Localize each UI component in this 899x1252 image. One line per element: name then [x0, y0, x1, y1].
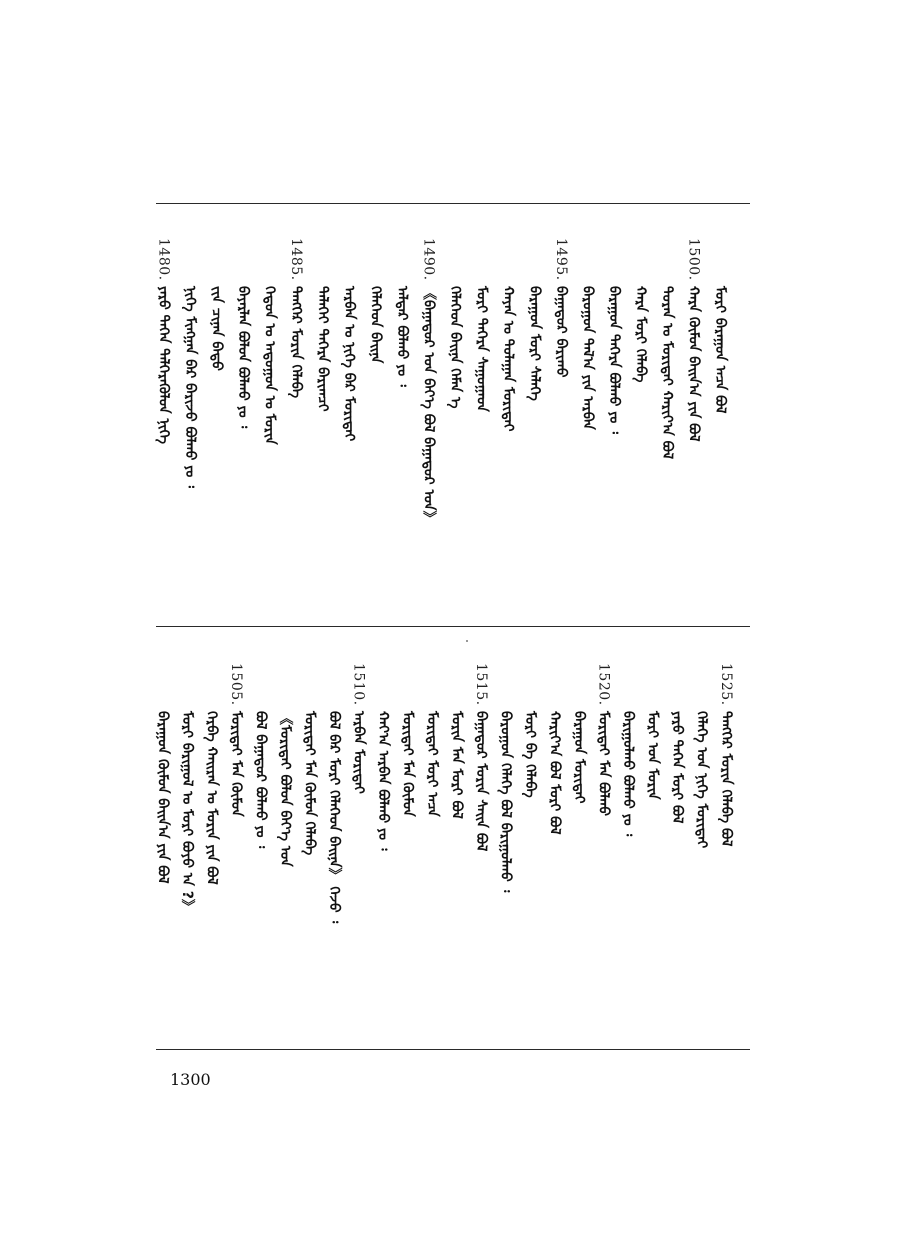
bottom-verse-block — [150, 663, 738, 993]
verse-column — [469, 663, 494, 993]
verse-line: ᠮᠣᠷᠢ ᠪᠠᠷᠠᠭᠤᠨ ᠠᠴᠠ ᠪᠣᠯ — [711, 286, 728, 414]
verse-column — [495, 238, 522, 568]
verse-line: ᠪᠠᠷᠤᠭᠤᠨ ᠬᠡᠯᠡᠭᠡ ᠪᠣᠯ ᠪᠠᠷᠢᠭᠤᠯᠬᠤ ᠄ — [497, 711, 514, 893]
verse-line: ᠪᠠᠷᠠᠭᠤᠨ ᠬᠦᠮᠦᠨ ᠪᠠᠢᠨ᠎ᠠ ᠶᠢᠨ ᠪᠣᠯ — [154, 711, 171, 884]
verse-line: ᠮᠣᠷᠢ ᠪᠠᠷᠢᠭᠤᠯ ᠤ ᠮᠣᠷᠢ ᠪᠤᠶᠤ ᠠ ?》 — [178, 711, 195, 913]
middle-rule — [156, 626, 750, 627]
verse-column — [362, 238, 389, 568]
verse-column — [548, 238, 575, 568]
verse-line: ᠠᠯᠳᠠᠷ ᠪᠣᠯᠬᠤ ᠶᠤ ᠄ — [393, 286, 410, 387]
stray-dot — [466, 640, 468, 642]
verse-column — [542, 663, 567, 993]
verse-line: ᠳᠤᠷᠠᠨ ᠤ ᠮᠣᠷᠢᠲᠠᠢ ᠬᠠᠷᠢᠶ᠎ᠠ ᠪᠣᠯ — [658, 286, 675, 460]
verse-column — [175, 663, 200, 993]
verse-column — [389, 238, 416, 568]
verse-line: ᠪᠠᠷᠢᠭᠤᠯᠬᠤ ᠪᠣᠯᠬᠤ ᠶᠤ ᠄ — [619, 711, 636, 837]
verse-line: ᠪᠣᠯ ᠪᠠᠷ ᠮᠣᠷᠢ ᠬᠡᠯᠡᠭᠡᠳ ᠪᠠᠢᠨᠠ》 ᠭᠡᠵᠦ ᠄ — [325, 711, 342, 924]
verse-column — [297, 663, 322, 993]
verse-line: ᠮᠣᠷᠢᠲᠠᠢ ᠮᠣᠷᠢ ᠠᠴᠠ — [423, 711, 440, 817]
verse-column — [346, 663, 371, 993]
verse-line: ᠪᠣᠯ ᠪᠠᠭᠠᠳᠤᠷ ᠪᠣᠯᠬᠤ ᠶᠤ ᠄ — [252, 711, 269, 849]
verse-line: ᠲᠡᠩᠭᠡᠷ ᠮᠣᠷᠢᠨ ᠬᠡᠯᠡᠪᠡ — [287, 286, 304, 399]
verse-line: ᠮᠣᠷᠢ ᠳᠡᠭᠡᠷᠡ ᠰᠠᠭᠤᠭᠠᠳ — [473, 286, 490, 412]
verse-line: ᠬᠡᠯᠡᠭᠡᠳ ᠪᠠᠢᠨᠠ ᠬᠡᠮᠡᠨ ᠡ — [446, 286, 463, 409]
verse-column — [283, 238, 310, 568]
verse-column — [203, 238, 230, 568]
line-number: 1485. — [287, 238, 304, 281]
verse-column — [640, 663, 665, 993]
verse-line: ᠬᠡᠷᠪᠡ ᠬᠠᠢᠷᠠᠨ ᠤ ᠮᠣᠷᠢᠨ ᠶᠢᠨ ᠪᠣᠯ — [203, 711, 220, 885]
verse-line: ᠪᠠᠷᠤᠭᠤᠨ ᠲᠠᠯ᠎ᠠ ᠶᠢᠨ ᠠᠷᠪᠠᠨ — [579, 286, 596, 430]
verse-line: ᠪᠠᠷᠠᠭᠤᠨ ᠮᠣᠷᠢ ᠰᠡᠯᠡᠭᠡ — [526, 286, 543, 401]
verse-column — [444, 663, 469, 993]
verse-column — [654, 238, 681, 568]
verse-column — [468, 238, 495, 568]
verse-column — [574, 238, 601, 568]
verse-line: ᠪᠠᠷᠠᠭᠤᠨ ᠮᠣᠷᠢᠲᠠᠢ — [570, 711, 587, 804]
verse-line: ᠬᠠᠶᠠᠨ ᠤ ᠳᠤᠯᠠᠭᠠᠨ ᠮᠣᠷᠢᠲᠠᠢ — [499, 286, 516, 432]
verse-line: ᠪᠠᠭᠠᠲᠤᠷ ᠮᠣᠷᠢᠨ ᠰᠠᠢᠨ ᠪᠣᠯ — [472, 711, 489, 852]
verse-line: ᠮᠣᠷᠢᠨ ᠮᠠᠨ ᠮᠣᠷᠢ ᠪᠣᠯ — [448, 711, 465, 819]
verse-line: ᠬᠡᠯᠡᠭᠡ ᠤᠨ ᠨᠢᠭᠡ ᠮᠣᠷᠢᠲᠠᠢ — [693, 711, 710, 849]
line-number: 1480. — [155, 238, 172, 281]
verse-column — [336, 238, 363, 568]
verse-line: ᠶᠡᠷᠦ ᠳᠡᠭᠡᠨ ᠮᠣᠷᠢ ᠪᠣᠯ — [668, 711, 685, 824]
verse-line: ᠵᠢᠨ ᠴᠢᠨᠠᠨ ᠪᠠᠳᠤ — [208, 286, 225, 371]
verse-line: ᠮᠣᠷᠢ ᠤᠨ ᠮᠣᠷᠢᠨ — [644, 711, 661, 800]
verse-line: ᠪᠠᠶᠠᠷᠯᠠᠨ ᠪᠣᠯᠤᠨ ᠪᠤᠯᠬᠤ ᠶᠤ ᠄ — [234, 286, 251, 429]
verse-column — [415, 238, 442, 568]
verse-line: ᠬᠠᠷᠠ ᠮᠣᠷᠢ ᠬᠡᠯᠡᠪᠡ — [632, 286, 649, 383]
verse-column — [420, 663, 445, 993]
verse-line: 《ᠮᠣᠷᠢᠲᠠᠢ ᠪᠣᠯᠤᠨ ᠪᠡᠶ᠎ᠡ ᠤᠨ — [276, 711, 293, 867]
verse-column — [248, 663, 273, 993]
verse-line: ᠳᠡᠯᠡᠭᠡᠢ ᠳᠡᠭᠡᠷᠡ ᠪᠠᠷᠢᠭᠴᠢ — [314, 286, 331, 412]
top-rule — [156, 203, 750, 204]
verse-column — [395, 663, 420, 993]
verse-column — [273, 663, 298, 993]
verse-column — [371, 663, 396, 993]
verse-line: ᠠᠷᠪᠠᠨ ᠤ ᠨᠢᠭᠡ ᠪᠡᠷ ᠮᠣᠷᠢᠲᠠᠢ — [340, 286, 357, 442]
verse-column — [714, 663, 739, 993]
verse-line: 《ᠪᠠᠭᠠᠳᠤᠷ ᠤᠨ ᠪᠡᠶ᠎ᠡ ᠪᠣᠯ ᠪᠠᠭᠠᠲᠤᠷ ᠤᠨ》 — [420, 286, 437, 525]
verse-column — [150, 238, 177, 568]
verse-column — [689, 663, 714, 993]
line-number: 1500. — [685, 238, 702, 281]
verse-line: ᠶᠡᠷᠦ ᠳᠡᠭᠡᠨ ᠳᠡᠯᠭᠡᠷᠡᠭᠦᠯᠦᠨ ᠨᠢᠭᠡ — [155, 286, 172, 445]
bottom-rule — [156, 1049, 750, 1050]
verse-column — [707, 238, 734, 568]
verse-line: ᠬᠡᠳᠦᠨ ᠤ ᠠᠳᠤᠭᠤᠨ ᠤ ᠮᠣᠷᠢᠨ — [261, 286, 278, 445]
verse-column — [616, 663, 641, 993]
verse-column — [567, 663, 592, 993]
verse-line: ᠮᠣᠷᠢᠲᠠᠢ ᠮᠠᠨ ᠬᠦᠮᠦᠨ — [227, 711, 244, 817]
verse-line: ᠲᠡᠩᠭᠡᠷ ᠮᠣᠷᠢᠨ ᠬᠡᠯᠡᠪᠡ ᠪᠣᠯ — [717, 711, 734, 847]
line-number: 1525. — [717, 663, 734, 706]
verse-column — [309, 238, 336, 568]
verse-column — [627, 238, 654, 568]
verse-column — [322, 663, 347, 993]
verse-column — [521, 238, 548, 568]
verse-line: ᠮᠣᠷᠢ ᠪᠠ ᠬᠡᠯᠡᠪᠡ — [521, 711, 538, 798]
verse-column — [601, 238, 628, 568]
line-number: 1495. — [552, 238, 569, 281]
verse-line: ᠠᠷᠪᠠᠨ ᠮᠣᠷᠢᠲᠠᠢ — [350, 711, 367, 794]
page-number: 1300 — [170, 1070, 211, 1089]
line-number: 1515. — [472, 663, 489, 706]
verse-column — [493, 663, 518, 993]
verse-column — [177, 238, 204, 568]
line-number: 1505. — [227, 663, 244, 706]
top-verse-block — [150, 238, 733, 568]
line-number: 1490. — [420, 238, 437, 281]
verse-line: ᠮᠣᠷᠢᠲᠠᠢ ᠮᠠᠨ ᠬᠦᠮᠦᠨ ᠬᠡᠯᠡᠪᠡ — [301, 711, 318, 856]
verse-line: ᠮᠣᠷᠢᠲᠠᠢ ᠮᠠᠨ ᠬᠦᠮᠦᠨ — [399, 711, 416, 817]
verse-line: ᠪᠠᠭᠠᠲᠤᠷ ᠪᠠᠷᠢᠬᠤ — [552, 286, 569, 378]
verse-line: ᠬᠠᠷᠢᠶ᠎ᠠ ᠪᠣᠯ ᠮᠣᠷᠢ ᠪᠣᠯ — [546, 711, 563, 835]
verse-column — [518, 663, 543, 993]
verse-line: ᠬᠠᠶ᠎ᠠ ᠠᠷᠪᠠᠨ ᠪᠣᠯᠬᠤ ᠶᠤ ᠄ — [374, 711, 391, 851]
verse-line: ᠮᠣᠷᠢᠲᠠᠢ ᠮᠠᠨ ᠪᠣᠯᠬᠤ — [595, 711, 612, 817]
verse-column — [199, 663, 224, 993]
verse-column — [591, 663, 616, 993]
verse-line: ᠬᠡᠯᠡᠭᠡᠳ ᠪᠠᠢᠨᠠ — [367, 286, 384, 364]
verse-column — [256, 238, 283, 568]
verse-line: ᠪᠠᠷᠠᠭᠤᠨ ᠳᠡᠭᠡᠷᠡ ᠪᠣᠯᠬᠤ ᠶᠤ ᠄ — [605, 286, 622, 434]
verse-column — [665, 663, 690, 993]
verse-column — [150, 663, 175, 993]
verse-column — [224, 663, 249, 993]
verse-column — [680, 238, 707, 568]
line-number: 1510. — [350, 663, 367, 706]
verse-column — [442, 238, 469, 568]
verse-column — [230, 238, 257, 568]
line-number: 1520. — [595, 663, 612, 706]
verse-line: ᠬᠠᠷᠠ ᠬᠦᠮᠦᠨ ᠪᠠᠢᠨ᠎ᠠ ᠶᠢᠨ ᠪᠣᠯ — [685, 286, 702, 442]
verse-line: ᠨᠢᠭᠡ ᠮᠢᠩᠭᠠᠨ ᠪᠡᠷ ᠪᠠᠷᠢᠵᠤ ᠪᠣᠯᠬᠤ ᠶᠤ ᠄ — [181, 286, 198, 488]
